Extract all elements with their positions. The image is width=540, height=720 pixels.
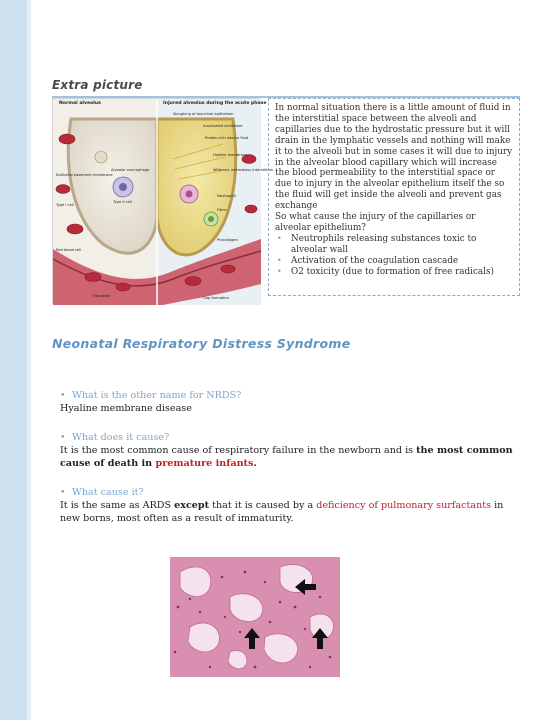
diagram-label: Red blood cell: [56, 248, 82, 252]
bullet-icon: •: [60, 390, 66, 401]
diagram-label: Procollagen: [217, 238, 238, 242]
bullet-icon: •: [60, 432, 66, 443]
question-paragraph: So what cause the injury of the capillaries or alveolar epithelium?: [275, 212, 476, 233]
diagram-heading-left: Normal alveolus: [59, 101, 101, 106]
bullet-icon: •: [277, 255, 282, 265]
bullet-icon: •: [60, 487, 66, 498]
diagram-label: Type I cell: [56, 203, 74, 207]
diagram-label: Epithelial basement membrane: [56, 173, 113, 177]
bullet-icon: •: [277, 266, 282, 276]
list-item: • Neutrophils releasing substances toxic to alveolar wall: [277, 233, 477, 255]
diagram-label: Fibrin: [217, 208, 227, 212]
bullet-icon: •: [277, 233, 282, 243]
diagram-label: Widened, edematous interstitium: [213, 168, 274, 172]
diagram-label: Alveolar macrophage: [111, 168, 150, 172]
qa-block: [60, 431, 520, 470]
diagram-label: Inactivated surfactant: [203, 124, 243, 128]
alveolus-diagram: [52, 98, 274, 304]
answer: It is the same as ARDS except that it is caused by a deficiency of pulmonary surfactants in new borns, most often as a result of immaturity.: [60, 500, 504, 524]
explanation-box: [268, 98, 520, 296]
side-stripe-edge: [27, 0, 31, 720]
diagram-heading-right: Injured alveolus during the acute phase: [163, 101, 267, 106]
list-item: • Activation of the coagulation cascade: [277, 255, 459, 266]
question: • What is the other name for NRDS?: [60, 390, 242, 401]
list-item: • O2 toxicity (due to formation of free radicals): [277, 266, 494, 277]
diagram-label: Gap formation: [203, 296, 229, 300]
question: • What cause it?: [60, 487, 144, 498]
diagram-label: Protein-rich edema fluid: [205, 136, 249, 140]
diagram-label: Fibroblast: [93, 294, 111, 298]
explanation-paragraph: In normal situation there is a little amount of fluid in the interstitial space between the alveoli and capillaries due to the hydrostatic pressure but it will drain in the lymphatic vessels and nothing will make it to the alveoli but in some cases it will due to injury in the alveolar blood capillary which will increase the blood permeability to the interstitial space or due to injury in the alveolar epithelium itself the so the fluid will get inside the alveoli and prevent gas exchange: [275, 103, 513, 212]
diagram-label: Sloughing of bronchial epithelium: [173, 112, 234, 116]
extra-picture-title: Extra picture: [52, 78, 143, 92]
qa-block: [60, 486, 520, 525]
side-stripe: [0, 0, 27, 720]
histology-micrograph: [170, 557, 340, 677]
histology-image: [170, 557, 340, 677]
alveolus-illustration: [53, 99, 261, 305]
diagram-label: Hyaline membrane: [213, 153, 248, 157]
cause-list: [275, 234, 513, 278]
diagram-label: Type II cell: [113, 200, 132, 204]
answer: It is the most common cause of respiratory failure in the newborn and is the most common cause of death in premature infants.: [60, 445, 513, 469]
answer: Hyaline membrane disease: [60, 403, 192, 414]
diagram-label: Neutrophil: [217, 194, 236, 198]
section-title: Neonatal Respiratory Distress Syndrome: [52, 336, 351, 351]
qa-block: [60, 389, 520, 415]
question: • What does it cause?: [60, 432, 170, 443]
